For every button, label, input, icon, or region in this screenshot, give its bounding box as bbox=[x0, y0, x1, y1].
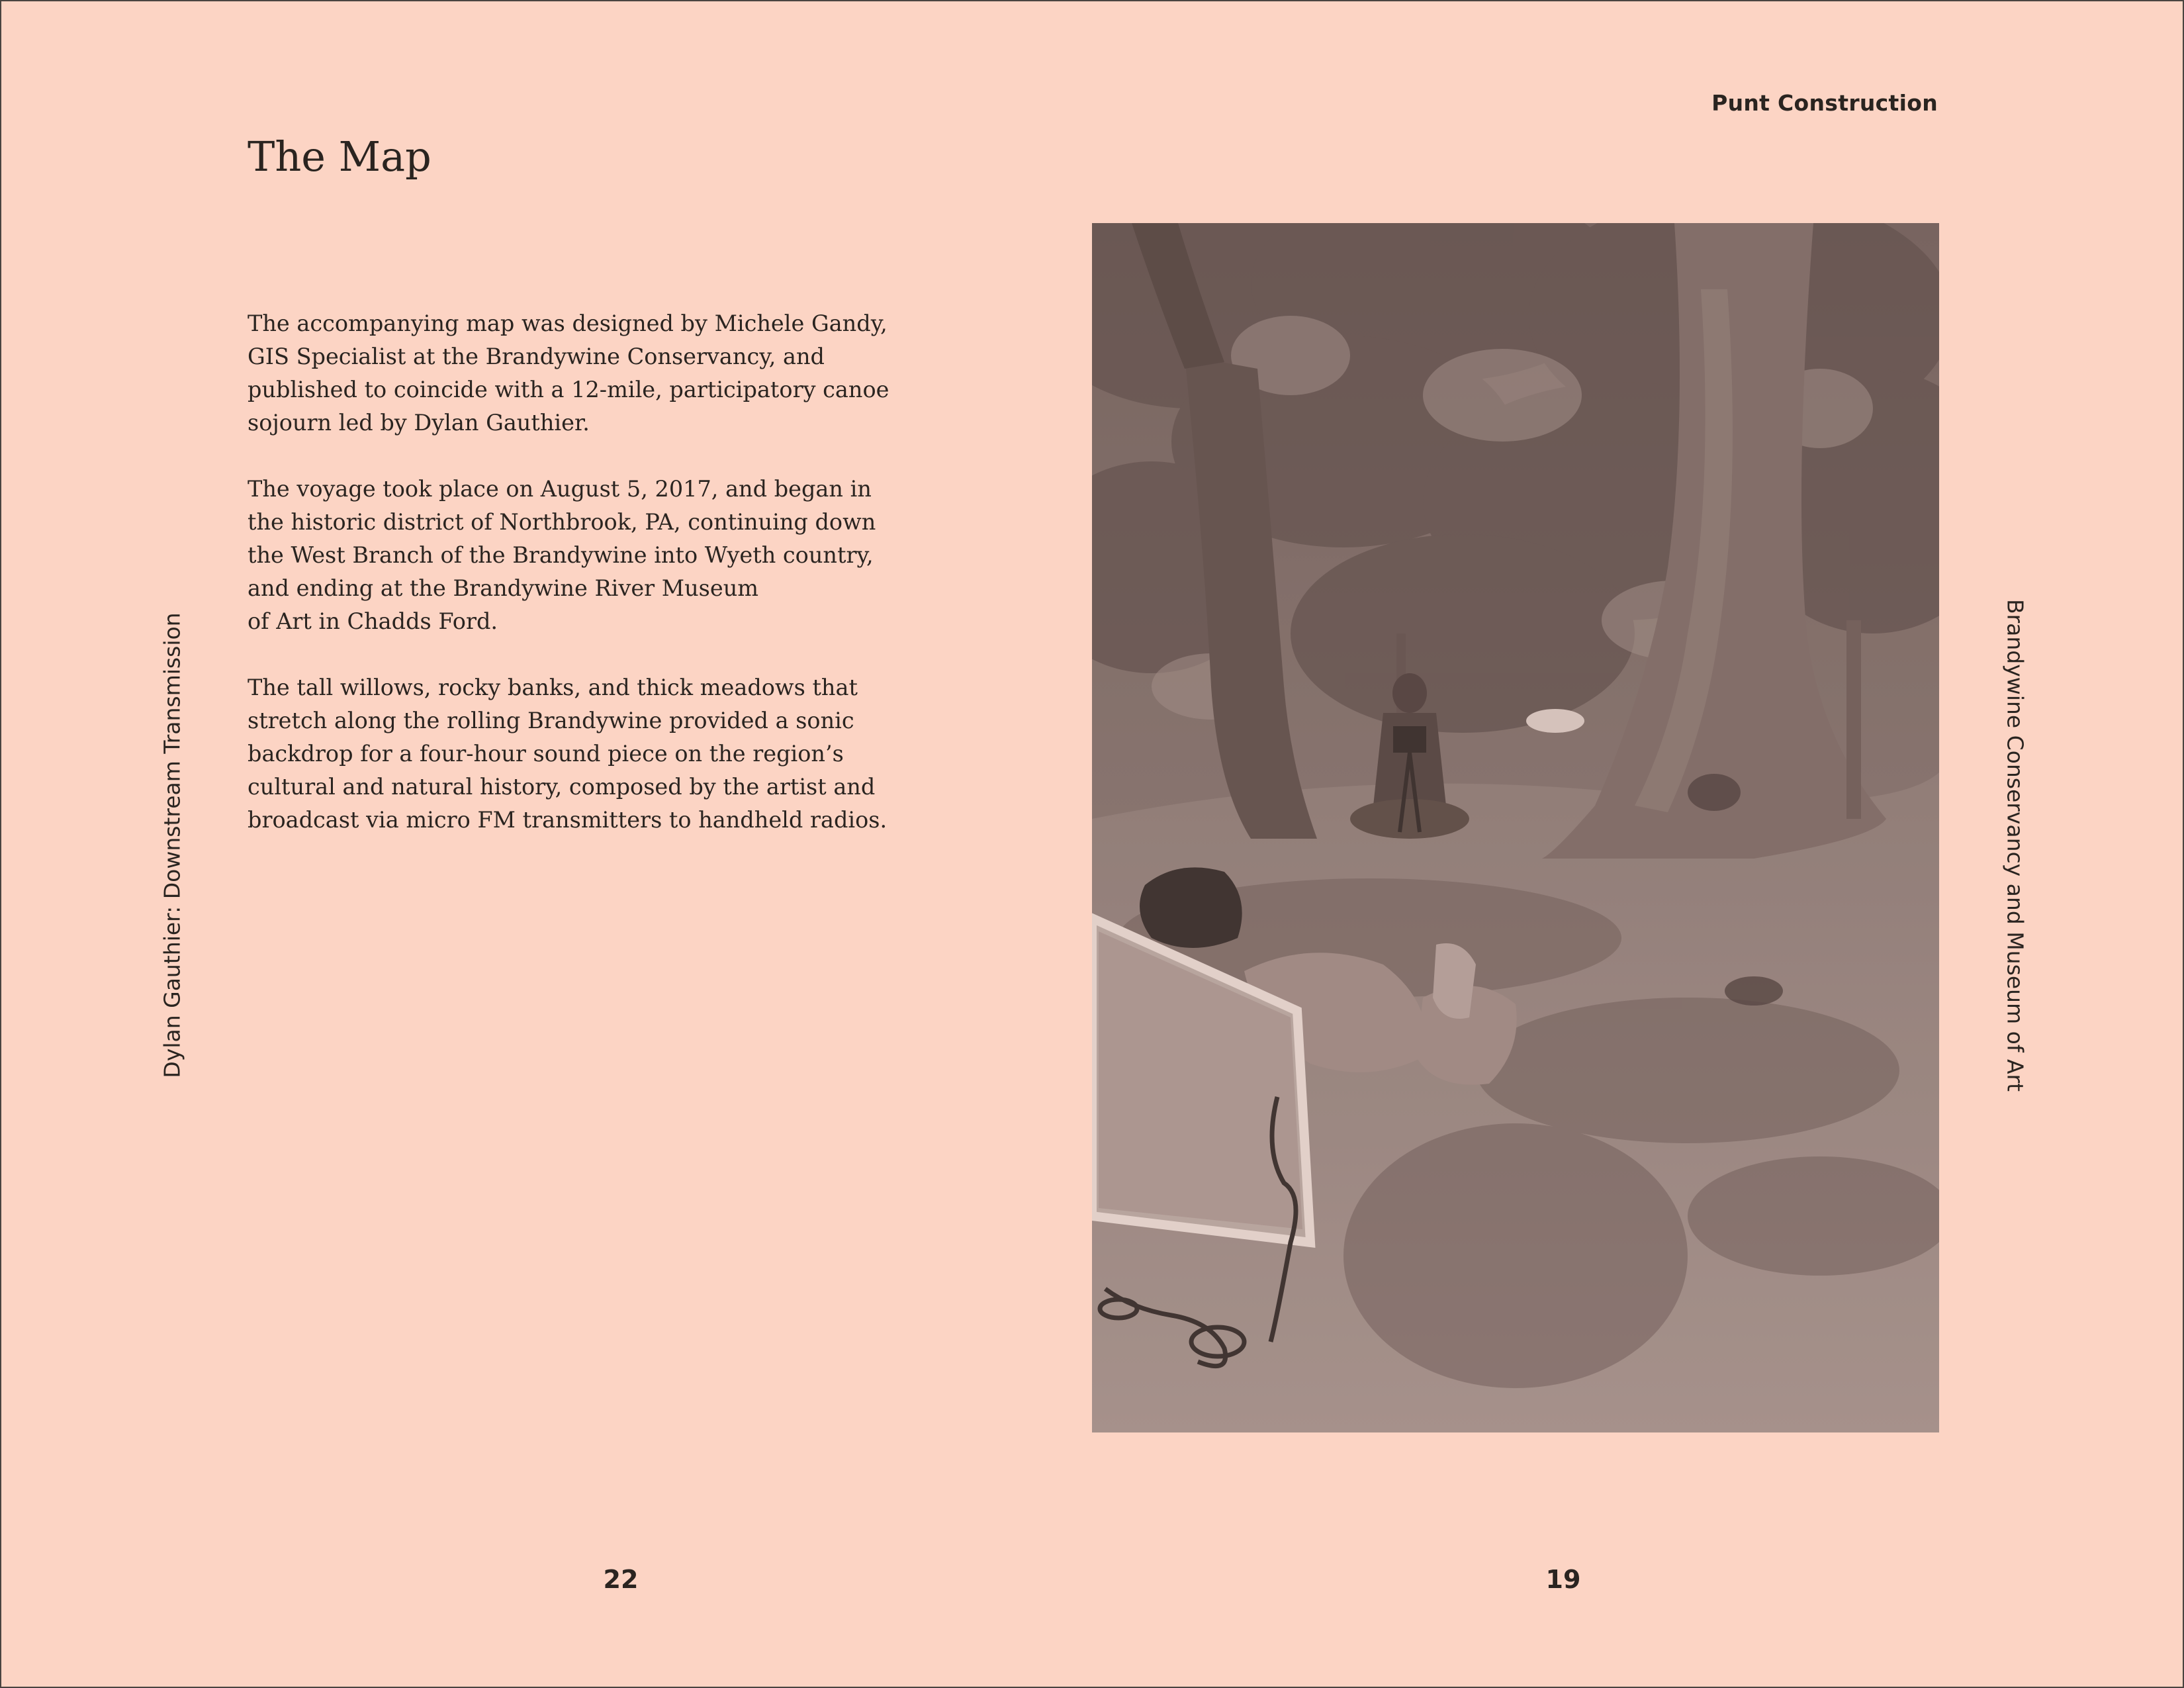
body-text bbox=[248, 307, 916, 870]
page-number-left: 22 bbox=[603, 1565, 639, 1594]
side-running-title-left: Dylan Gauthier: Downstream Transmission bbox=[159, 612, 185, 1078]
page-title: The Map bbox=[248, 132, 432, 181]
forest-photo bbox=[1092, 223, 1939, 1432]
running-head: Punt Construction bbox=[1711, 90, 1938, 116]
page-number-right: 19 bbox=[1545, 1565, 1581, 1594]
side-running-title-right: Brandywine Conservancy and Museum of Art bbox=[2002, 598, 2028, 1092]
paragraph: The accompanying map was designed by Michele Gandy, GIS Specialist at the Brandywine Conservancy, and published to coincide with a 12-mile, participatory canoe sojourn led by Dylan Gauthier. bbox=[248, 310, 889, 436]
paragraph: The voyage took place on August 5, 2017, and began in the historic district of Northbrook, PA, continuing down the West Branch of the Brandywine into Wyeth country, and ending at the Brandywine River Museum of Art in Chadds Ford. bbox=[248, 476, 876, 634]
paragraph: The tall willows, rocky banks, and thick meadows that stretch along the rolling Brandywine provided a sonic backdrop for a four-hour sound piece on the region’s cultural and natural history, composed by the artist and broadcast via micro FM transmitters to handheld radios. bbox=[248, 675, 887, 833]
